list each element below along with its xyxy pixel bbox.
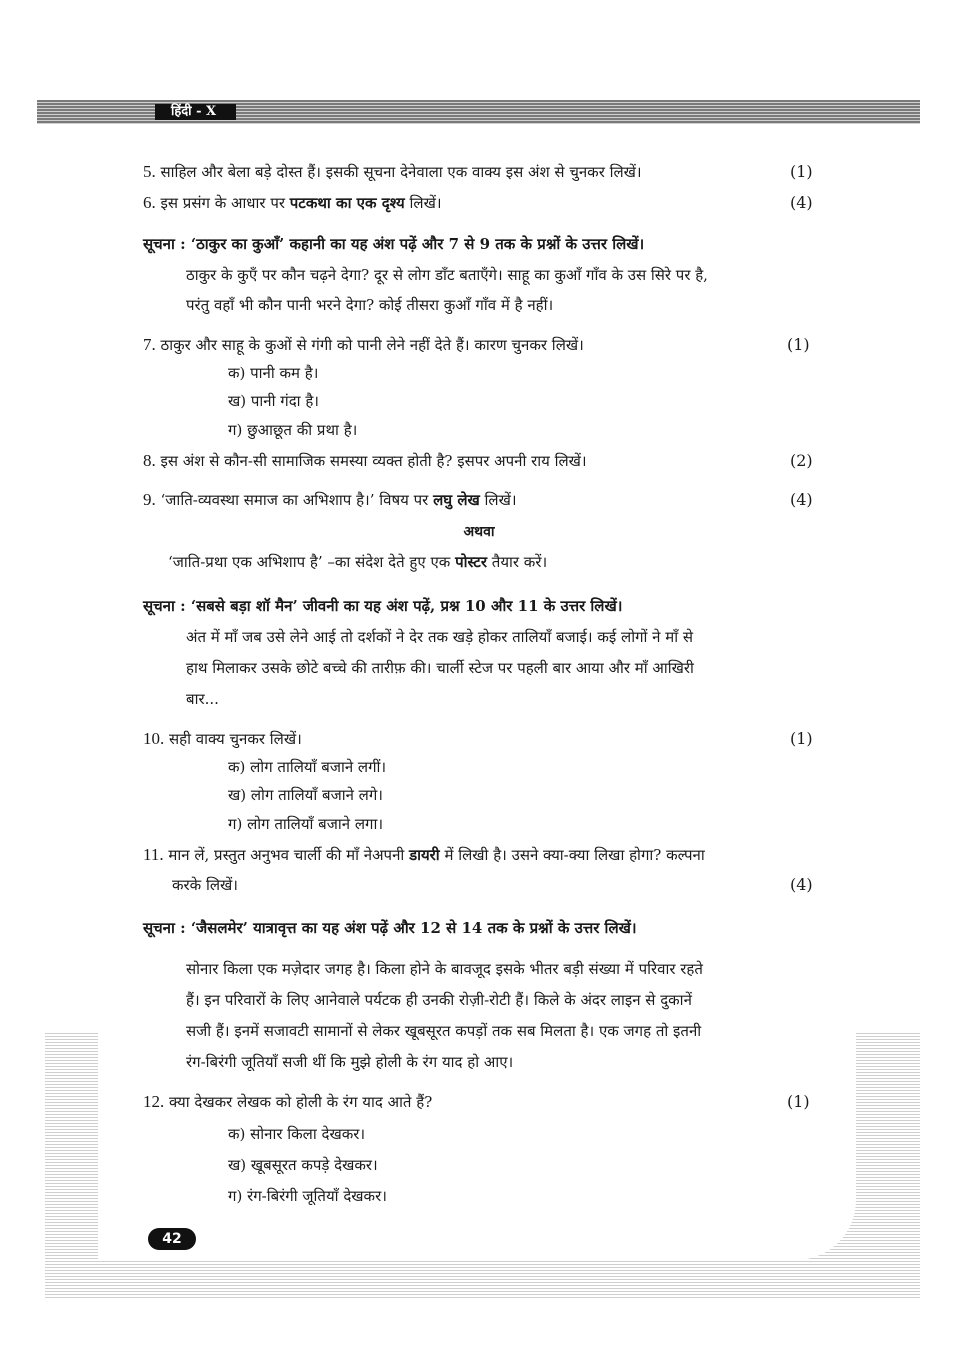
or-divider: अथवा xyxy=(463,524,495,540)
marks-6: (4) xyxy=(790,193,813,212)
question-5: 5. साहिल और बेला बड़े दोस्त हैं। इसकी सूचना देनेवाला एक वाक्य इस अंश से चुनकर लिखें। xyxy=(143,162,642,181)
passage-2-line-3: बार... xyxy=(186,690,219,708)
passage-1-line-2: परंतु वहाँ भी कौन पानी भरने देगा? कोई तीसरा कुआँ गाँव में है नहीं। xyxy=(186,296,554,314)
question-10: 10. सही वाक्य चुनकर लिखें। xyxy=(143,729,302,748)
marks-11: (4) xyxy=(790,875,813,894)
notice-1: सूचना : ‘ठाकुर का कुआँ’ कहानी का यह अंश पढ़ें और 7 से 9 तक के प्रश्नों के उत्तर लिखें। xyxy=(143,235,645,253)
marks-9: (4) xyxy=(790,490,813,509)
marks-5: (1) xyxy=(790,162,813,181)
q12-option-c: ग) रंग-बिरंगी जूतियाँ देखकर। xyxy=(228,1187,387,1205)
question-7: 7. ठाकुर और साहू के कुओं से गंगी को पानी लेने नहीं देते हैं। कारण चुनकर लिखें। xyxy=(143,335,584,354)
q7-option-c: ग) छुआछूत की प्रथा है। xyxy=(228,421,358,439)
question-9: 9. ‘जाति-व्यवस्था समाज का अभिशाप है।’ विषय पर लघु लेख लिखें। xyxy=(143,490,517,509)
passage-1-line-1: ठाकुर के कुएँ पर कौन चढ़ने देगा? दूर से लोग डाँट बताएँगे। साहू का कुआँ गाँव के उस सिरे पर है, xyxy=(186,266,708,284)
q10-option-c: ग) लोग तालियाँ बजाने लगा। xyxy=(228,815,384,833)
question-6: 6. इस प्रसंग के आधार पर पटकथा का एक दृश्य लिखें। xyxy=(143,193,442,212)
question-11-line-2: करके लिखें। xyxy=(172,876,238,894)
question-11: 11. मान लें, प्रस्तुत अनुभव चार्ली की माँ नेअपनी डायरी में लिखी है। उसने क्या-क्या लिखा होगा? कल्पना xyxy=(143,845,705,864)
q10-option-a: क) लोग तालियाँ बजाने लगीं। xyxy=(228,758,387,776)
q12-option-a: क) सोनार किला देखकर। xyxy=(228,1125,366,1143)
marks-10: (1) xyxy=(790,729,813,748)
q7-option-b: ख) पानी गंदा है। xyxy=(228,392,319,410)
passage-3-line-3: सजी हैं। इनमें सजावटी सामानों से लेकर खूबसूरत कपड़ों तक सब मिलता है। एक जगह तो इतनी xyxy=(186,1022,702,1040)
passage-3-line-1: सोनार किला एक मज़ेदार जगह है। किला होने के बावजूद इसके भीतर बड़ी संख्या में परिवार रहते xyxy=(186,960,703,978)
q7-option-a: क) पानी कम है। xyxy=(228,364,319,382)
passage-2-line-2: हाथ मिलाकर उसके छोटे बच्चे की तारीफ़ की। चार्ली स्टेज पर पहली बार आया और माँ आखिरी xyxy=(186,659,694,677)
question-9-alternative: ‘जाति-प्रथा एक अभिशाप है’ –का संदेश देते हुए एक पोस्टर तैयार करें। xyxy=(168,553,548,571)
passage-3-line-2: हैं। इन परिवारों के लिए आनेवाले पर्यटक ही उनकी रोज़ी-रोटी हैं। किले के अंदर लाइन से दुकानें xyxy=(186,991,692,1009)
notice-2: सूचना : ‘सबसे बड़ा शॉ मैन’ जीवनी का यह अंश पढ़ें, प्रश्न 10 और 11 के उत्तर लिखें। xyxy=(143,597,623,615)
subject-header: हिंदी - X xyxy=(155,104,236,120)
question-8: 8. इस अंश से कौन-सी सामाजिक समस्या व्यक्त होती है? इसपर अपनी राय लिखें। xyxy=(143,451,587,470)
passage-3-line-4: रंग-बिरंगी जूतियाँ सजी थीं कि मुझे होली के रंग याद हो आए। xyxy=(186,1053,514,1071)
question-12: 12. क्या देखकर लेखक को होली के रंग याद आते हैं? xyxy=(143,1092,433,1111)
marks-12: (1) xyxy=(787,1092,810,1111)
notice-3: सूचना : ‘जैसलमेर’ यात्रावृत्त का यह अंश पढ़ें और 12 से 14 तक के प्रश्नों के उत्तर लिखें। xyxy=(143,919,637,937)
marks-8: (2) xyxy=(790,451,813,470)
q12-option-b: ख) खूबसूरत कपड़े देखकर। xyxy=(228,1156,378,1174)
marks-7: (1) xyxy=(787,335,810,354)
q10-option-b: ख) लोग तालियाँ बजाने लगे। xyxy=(228,786,383,804)
passage-2-line-1: अंत में माँ जब उसे लेने आई तो दर्शकों ने देर तक खड़े होकर तालियाँ बजाई। कई लोगों ने माँ से xyxy=(186,628,694,646)
page-number: 42 xyxy=(148,1228,196,1250)
